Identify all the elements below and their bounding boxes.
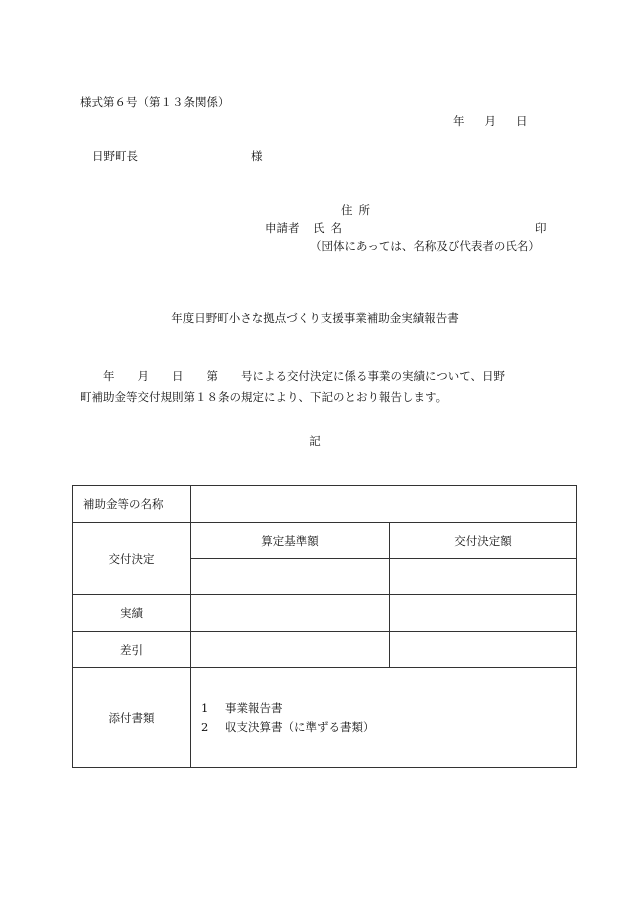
address-label: 住所	[341, 203, 376, 217]
attachments-list	[191, 668, 577, 768]
addressee-title: 日野町長	[92, 149, 138, 163]
seal-mark: 印	[535, 221, 547, 235]
report-body-text	[80, 366, 552, 408]
difference-row	[73, 632, 577, 668]
grant-amount-header: 交付決定額	[390, 523, 577, 559]
calc-base-header: 算定基準額	[191, 523, 390, 559]
subsidy-name-field[interactable]	[191, 486, 577, 523]
calc-base-field[interactable]	[191, 559, 390, 595]
name-note: （団体にあっては、名称及び代表者の氏名）	[310, 239, 540, 253]
document-title: 年度日野町小さな拠点づくり支援事業補助金実績報告書	[171, 311, 459, 325]
report-table	[72, 485, 577, 768]
applicant-label: 申請者	[265, 221, 300, 235]
grant-decision-label: 交付決定	[73, 523, 191, 595]
actual-row	[73, 595, 577, 632]
addressee-honorific: 様	[251, 149, 263, 163]
difference-field-2[interactable]	[390, 632, 577, 668]
date-month-label: 月	[484, 114, 496, 128]
grant-decision-header-row	[73, 523, 577, 559]
date-day-label: 日	[516, 114, 528, 128]
subsidy-name-row	[73, 486, 577, 523]
ki-heading: 記	[309, 434, 321, 448]
subsidy-name-label: 補助金等の名称	[73, 486, 191, 523]
submission-date	[453, 116, 528, 128]
body-line-1: 年 月 日 第 号による交付決定に係る事業の実績について、日野	[80, 369, 506, 383]
actual-field-1[interactable]	[191, 595, 390, 632]
body-line-2: 町補助金等交付規則第１８条の規定により、下記のとおり報告します。	[80, 390, 448, 404]
actual-field-2[interactable]	[390, 595, 577, 632]
name-label: 氏名	[313, 221, 348, 235]
actual-label: 実績	[73, 595, 191, 632]
difference-field-1[interactable]	[191, 632, 390, 668]
date-year-label: 年	[453, 114, 465, 128]
grant-amount-field[interactable]	[390, 559, 577, 595]
attachments-row	[73, 668, 577, 768]
attachment-item: 1 事業報告書	[201, 700, 283, 715]
attachment-item: 2 収支決算書（に準ずる書類）	[201, 719, 375, 734]
attachments-label: 添付書類	[73, 668, 191, 768]
form-number: 様式第６号（第１３条関係）	[80, 95, 230, 109]
difference-label: 差引	[73, 632, 191, 668]
